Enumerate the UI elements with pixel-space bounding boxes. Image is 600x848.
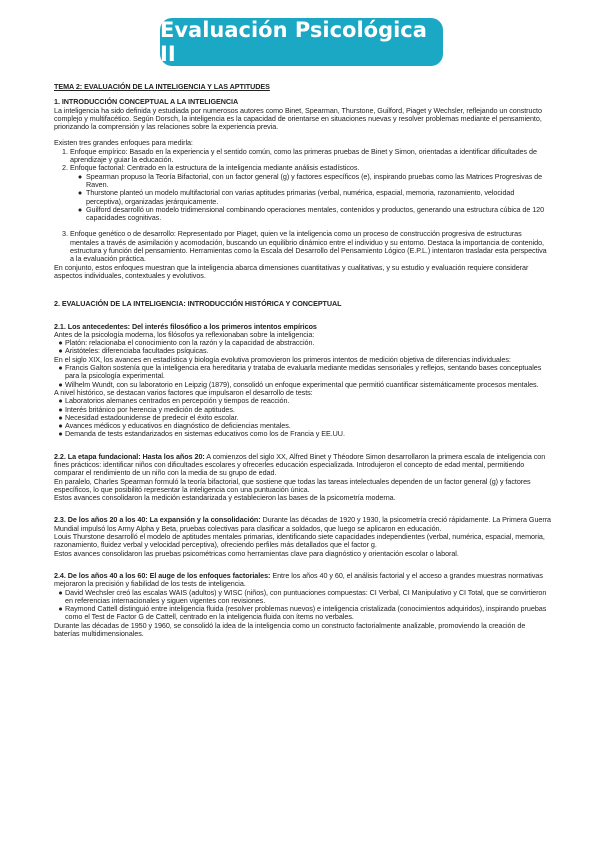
section-1-heading: 1. INTRODUCCIÓN CONCEPTUAL A LA INTELIGENCIA — [54, 97, 239, 107]
section-1-conclusion: En conjunto, estos enfoques muestran que la inteligencia abarca dimensiones cuantitativas y cualitativas, y su estudio y evaluación requiere considerar aspectos individuales, contextuales y evolutivos. — [54, 262, 529, 280]
list-item: ● Raymond Cattell distinguió entre inteligencia fluida (resolver problemas nuevos) e inteligencia cristalizada (conocimientos adquiridos), inspirando pruebas como el Test de Factor G de Cattell, centrado en la inteligencia fluida con ítems no verbales. — [56, 605, 552, 622]
approaches-list — [62, 148, 552, 173]
list-item: ● Aristóteles: diferenciaba facultades psíquicas. — [56, 347, 552, 355]
factorial-authors-list — [74, 173, 552, 223]
bullet-icon: ● — [58, 404, 63, 414]
section-2-4: 2.4. De los años 40 a los 60: El auge de los enfoques factoriales: Entre los años 40 y 60, el análisis factorial y el acceso a grandes muestras normativas mejoraron la precisión y fiabilidad de los tests de inteligencia. — [54, 570, 543, 589]
pioneers-list — [56, 364, 552, 389]
paragraph: Antes de la psicología moderna, los filósofos ya reflexionaban sobre la inteligencia: — [54, 329, 315, 339]
list-item: ● David Wechsler creó las escalas WAIS (adultos) y WISC (niños), con puntuaciones compuestas: CI Verbal, CI Manipulativo y CI Total, que se convirtieron en referencias internacionales y siguen vigentes con revisiones. — [56, 589, 552, 606]
paragraph: En paralelo, Charles Spearman formuló la teoría bifactorial, que sostiene que todas las tareas intelectuales dependen de un factor general (g) y factores específicos, lo que posibilitó representar la inteligencia con una puntuación única. — [54, 476, 531, 494]
list-item: ● Laboratorios alemanes centrados en percepción y tiempos de reacción. — [56, 397, 552, 405]
list-item: ● Guilford desarrolló un modelo tridimensional combinando operaciones mentales, contenidos y productos, generando una estructura cúbica de 120 capacidades cognitivas. — [74, 206, 552, 223]
bullet-icon: ● — [58, 346, 63, 356]
paragraph: Louis Thurstone desarrolló el modelo de aptitudes mentales primarias, identificando siete capacidades independientes (verbal, numérica, espacial, memoria, razonamiento, fluidez verbal y velocidad perceptiva), ofreciendo perfiles más detallados que el factor g. — [54, 532, 545, 550]
paragraph: Estos avances consolidaron las pruebas psicométricas como herramientas clave para diagnóstico y orientación escolar o laboral. — [54, 548, 459, 558]
list-item: ● Interés británico por herencia y medición de aptitudes. — [56, 406, 552, 414]
list-item: ● Avances médicos y educativos en diagnóstico de deficiencias mentales. — [56, 422, 552, 430]
bullet-icon: ● — [58, 429, 63, 439]
list-item: ● Wilhelm Wundt, con su laboratorio en Leipzig (1879), consolidó un enfoque experimental que permitió cuantificar sistemáticamente procesos mentales. — [56, 381, 552, 389]
bullet-icon: ● — [77, 188, 83, 198]
section-2-heading: 2. EVALUACIÓN DE LA INTELIGENCIA: INTRODUCCIÓN HISTÓRICA Y CONCEPTUAL — [54, 299, 342, 309]
approaches-list-cont — [62, 230, 552, 263]
paragraph: Durante las décadas de 1950 y 1960, se consolidó la idea de la inteligencia como un constructo factorialmente analizable, promoviendo la creación de baterías multidimensionales. — [54, 620, 526, 639]
section-2-3-heading: 2.3. De los años 20 a los 40: La expansión y la consolidación: — [54, 515, 261, 525]
section-2-3: 2.3. De los años 20 a los 40: La expansión y la consolidación: Durante las décadas de 1920 y 1930, la psicometría creció rápidamente. La Primera Guerra Mundial impulsó los Army Alpha y Beta, pruebas colectivas para clasificar a soldados, que luego se aplicaron en educación. — [54, 515, 552, 533]
list-item: ● Thurstone planteó un modelo multifactorial con varias aptitudes primarias (verbal, numérica, espacial, memoria, razonamiento, velocidad perceptiva), organizadas jerárquicamente. — [74, 189, 552, 206]
document-title-banner — [160, 18, 443, 66]
paragraph: En el siglo XIX, los avances en estadística y biología evolutiva promovieron los primeros intentos de medición objetiva de diferencias individuales: — [54, 354, 511, 364]
bullet-icon: ● — [58, 412, 63, 422]
paragraph: Estos avances consolidaron la medición estandarizada y establecieron las bases de la psicometría moderna. — [54, 493, 396, 503]
list-item: 3. Enfoque genético o de desarrollo: Representado por Piaget, quien ve la inteligencia como un proceso de construcción progresiva de estructuras mentales a través de asimilación y acomodación, buscando un equilibrio dinámico entre el individuo y su entorno. Destaca la importancia de contenido, estructura y función del pensamiento. Herramientas como la Escala del Desarrollo del Pensamiento Lógico (E.P.L.) intentaron trasladar esta perspectiva a la evaluación práctica. — [62, 229, 547, 264]
section-2-4-heading: 2.4. De los años 40 a los 60: El auge de los enfoques factoriales: — [54, 570, 271, 580]
bullet-icon: ● — [58, 379, 63, 389]
document-body — [54, 83, 552, 638]
bullet-icon: ● — [58, 363, 63, 373]
section-1-intro: La inteligencia ha sido definida y estudiada por numerosos autores como Binet, Spearman, Thurstone, Guilford, Piaget y Wechsler, reflejando un constructo complejo y multifacético. Según Dorsch, la inteligencia es la capacidad de orientarse en situaciones nuevas y resolver problemas mediante el pensamiento, priorizando la comprensión y las relaciones sobre la experiencia previa. — [54, 105, 542, 132]
bullet-icon: ● — [58, 421, 63, 431]
paragraph: A nivel histórico, se destacan varios factores que impulsaron el desarrollo de tests: — [54, 387, 313, 397]
bullet-icon: ● — [58, 587, 63, 597]
bullet-icon: ● — [58, 396, 63, 406]
factors-list — [56, 397, 552, 438]
bullet-icon: ● — [77, 204, 83, 214]
list-item: ● Spearman propuso la Teoría Bifactorial, con un factor general (g) y factores específicos (e), inspirando pruebas como las Matrices Progresivas de Raven. — [74, 173, 552, 190]
section-2-2: 2.2. La etapa fundacional: Hasta los años 20: A comienzos del siglo XX, Alfred Binet y Théodore Simon desarrollaron la primera escala de inteligencia con fines prácticos: identificar niños con dificultades escolares y ofrecerles educación especializada. Introdujeron el concepto de edad mental, permitiendo comparar el rendimiento de un niño con la media de su grupo de edad. — [54, 451, 546, 478]
philosophers-list — [56, 339, 552, 356]
topic-title: TEMA 2: EVALUACIÓN DE LA INTELIGENCIA Y LAS APTITUDES — [54, 82, 270, 91]
list-item: ● Platón: relacionaba el conocimiento con la razón y la capacidad de abstracción. — [56, 339, 552, 347]
factorial-era-list — [56, 589, 552, 622]
list-item: ● Necesidad estadounidense de predecir el éxito escolar. — [56, 414, 552, 422]
list-item: ● Francis Galton sostenía que la inteligencia era hereditaria y trataba de evaluarla mediante medidas sensoriales y reflejos, sentando bases conceptuales para la psicología experimental. — [56, 364, 552, 381]
section-1-lead: Existen tres grandes enfoques para medirla: — [54, 138, 193, 148]
bullet-icon: ● — [58, 338, 63, 348]
list-item: 1. Enfoque empírico: Basado en la experiencia y el sentido común, como las primeras pruebas de Binet y Simon, orientadas a identificar dificultades de aprendizaje y guiar la educación. — [62, 146, 537, 165]
document-title: Evaluación Psicológica II — [160, 18, 427, 66]
bullet-icon: ● — [77, 171, 83, 181]
list-item: 2. Enfoque factorial: Centrado en la estructura de la inteligencia mediante análisis estadísticos. — [62, 163, 360, 173]
section-2-2-heading: 2.2. La etapa fundacional: Hasta los años 20: — [54, 451, 205, 461]
section-2-1-heading: 2.1. Los antecedentes: Del interés filosófico a los primeros intentos empíricos — [54, 321, 317, 331]
list-item: ● Demanda de tests estandarizados en sistemas educativos como los de Francia y EE.UU. — [56, 430, 552, 438]
bullet-icon: ● — [58, 604, 63, 614]
